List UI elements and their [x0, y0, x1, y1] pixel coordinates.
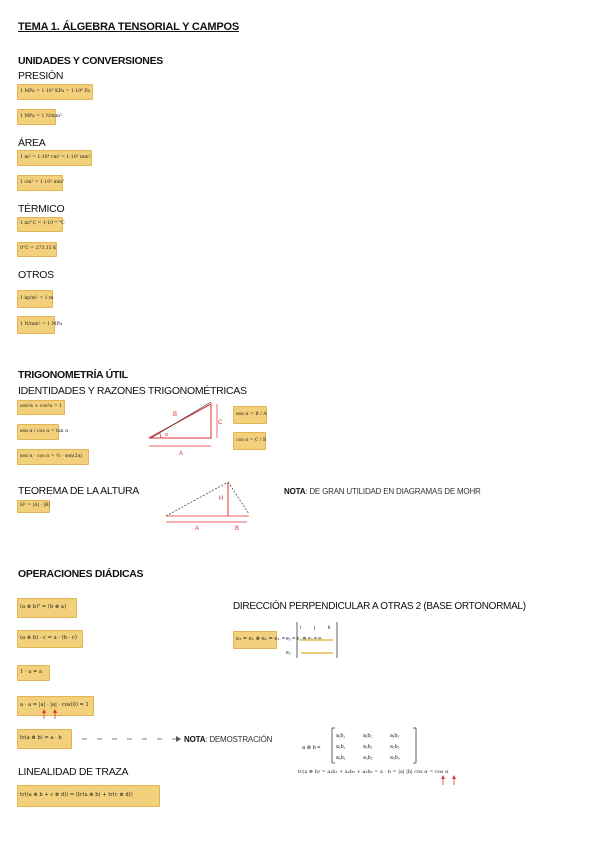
matrix-cell: a₃b₃ [390, 755, 400, 761]
altura-label-a: A [195, 526, 200, 532]
det-i: i [300, 625, 302, 631]
det-row-e2: e₂ [286, 650, 291, 656]
matrix-lhs: a ⊗ b = [302, 745, 321, 751]
demostracion-traza: tr(a ⊗ b) = a₁b₁ + a₂b₂ + a₃b₃ = a · b = |a| |b| cos α = cos α [298, 769, 449, 775]
formula-presion-2: 1 MPa = 1 N/mm² [17, 109, 56, 125]
subheading-presion: PRESIÓN [18, 70, 64, 82]
nota-mohr-text: : DE GRAN UTILIDAD EN DIAGRAMAS DE MOHR [305, 487, 481, 496]
matrix-cell: a₁b₂ [363, 733, 373, 739]
formula-diadica-5: tr(a ⊗ b) = a · b [17, 729, 72, 749]
triangle-label-c: C [218, 420, 223, 426]
matrix-cell: a₂b₂ [363, 744, 373, 750]
nota-mohr-label: NOTA [284, 487, 306, 496]
formula-identidad-1: sen²α + cos²α = 1 [17, 400, 65, 415]
subheading-area: ÁREA [18, 137, 46, 149]
formula-diadica-1: (a ⊗ b)ᵀ = (b ⊗ a) [17, 598, 77, 618]
formula-otros-1: 1 kp/m² = 1 m [17, 290, 53, 308]
arrow-head [176, 736, 181, 742]
formula-area-1: 1 m² = 1·10⁴ cm² = 1·10⁶ mm² [17, 150, 92, 166]
det-dot: = [282, 636, 285, 642]
triangle-label-a: A [179, 451, 184, 457]
formula-otros-2: 1 N/mm² = 1 MPa [17, 316, 55, 334]
formula-perpendicular: e₃ = e₁ ⊗ e₂ = e₁ [233, 631, 277, 649]
altura-label-h: H [219, 496, 224, 502]
subheading-identidades: IDENTIDADES Y RAZONES TRIGONOMÉTRICAS [18, 385, 247, 397]
section-heading-diadicas: OPERACIONES DIÁDICAS [18, 568, 144, 580]
altura-triangle-diagram [163, 476, 273, 532]
red-arrow-2-head [452, 775, 456, 779]
matrix-cell: a₂b₁ [336, 744, 346, 750]
arrow-to-demostracion [80, 734, 182, 744]
demostracion-matrix [300, 725, 430, 767]
formula-diadica-2: (a ⊗ b) · c = a · (b · c) [17, 630, 83, 648]
formula-identidad-3: sen α · cos α = ½ · sen(2α) [17, 449, 89, 465]
det-j: j [314, 625, 316, 631]
page-title: TEMA 1. ÁLGEBRA TENSORIAL Y CAMPOS [18, 21, 239, 33]
formula-identidad-2: sen α / cos α = tan α [17, 424, 59, 440]
formula-razon-sen: sen α = B / A [233, 406, 267, 424]
demostracion-arrows [436, 775, 466, 787]
triangle-hypotenuse [151, 402, 211, 438]
red-arrow-1-head [441, 775, 445, 779]
nota-demostracion-text: : DEMOSTRACIÓN [205, 735, 273, 744]
altura-side-b [228, 482, 249, 514]
subheading-linealidad-traza: LINEALIDAD DE TRAZA [18, 766, 129, 778]
formula-termico-2: 0°C = 273,15 K [17, 242, 57, 257]
det-k: k [328, 625, 331, 631]
altura-label-b: B [235, 526, 240, 532]
triangle-label-b: B [173, 412, 178, 418]
matrix-cell: a₃b₁ [336, 755, 346, 761]
section-heading-unidades: UNIDADES Y CONVERSIONES [18, 55, 163, 67]
nota-demostracion-label: NOTA [184, 735, 206, 744]
matrix-cell: a₃b₂ [363, 755, 373, 761]
formula-diadica-3: 1 · a = a [17, 665, 50, 681]
formula-razon-cos: cos α = C / B [233, 432, 266, 450]
section-heading-trigonometria: TRIGONOMETRÍA ÚTIL [18, 369, 128, 381]
nota-demostracion [184, 735, 272, 744]
formula-altura: H² = |A| · |B| [17, 500, 50, 513]
matrix-cell: a₁b₃ [390, 733, 400, 739]
det-row-e1: e₃ = e₁ ⊗ e₂ = e₁ [286, 636, 323, 642]
right-triangle-diagram [143, 396, 223, 458]
formula-presion-1: 1 MPa = 1·10³ KPa = 1·10⁶ Pa [17, 84, 93, 100]
formula-termico-1: 1 m/°C = 1·10⁻⁶ °C [17, 217, 63, 232]
subheading-altura: TEOREMA DE LA ALTURA [18, 485, 140, 497]
matrix-cell: a₁b₁ [336, 733, 345, 739]
nota-mohr [284, 487, 481, 496]
subheading-otros: OTROS [18, 269, 54, 281]
subheading-direccion-perpendicular: DIRECCIÓN PERPENDICULAR A OTRAS 2 (BASE ORTONORMAL) [233, 601, 526, 612]
cos-arrows [38, 709, 68, 721]
red-arrow-4-head [53, 709, 57, 713]
formula-linealidad-traza: tr((a ⊗ b + c ⊗ d)) = (tr(a ⊗ b) + tr(c ⊗ d)) [17, 785, 160, 807]
perpendicular-determinant [280, 620, 344, 660]
formula-area-2: 1 cm² = 1·10² mm² [17, 175, 63, 191]
triangle-label-alpha: α [165, 432, 168, 438]
formula-diadica-4: a · a = |a| · |a| · cos(0) = 1 [17, 696, 94, 716]
matrix-cell: a₂b₃ [390, 744, 400, 750]
red-arrow-3-head [42, 709, 46, 713]
subheading-termico: TÉRMICO [18, 203, 65, 215]
